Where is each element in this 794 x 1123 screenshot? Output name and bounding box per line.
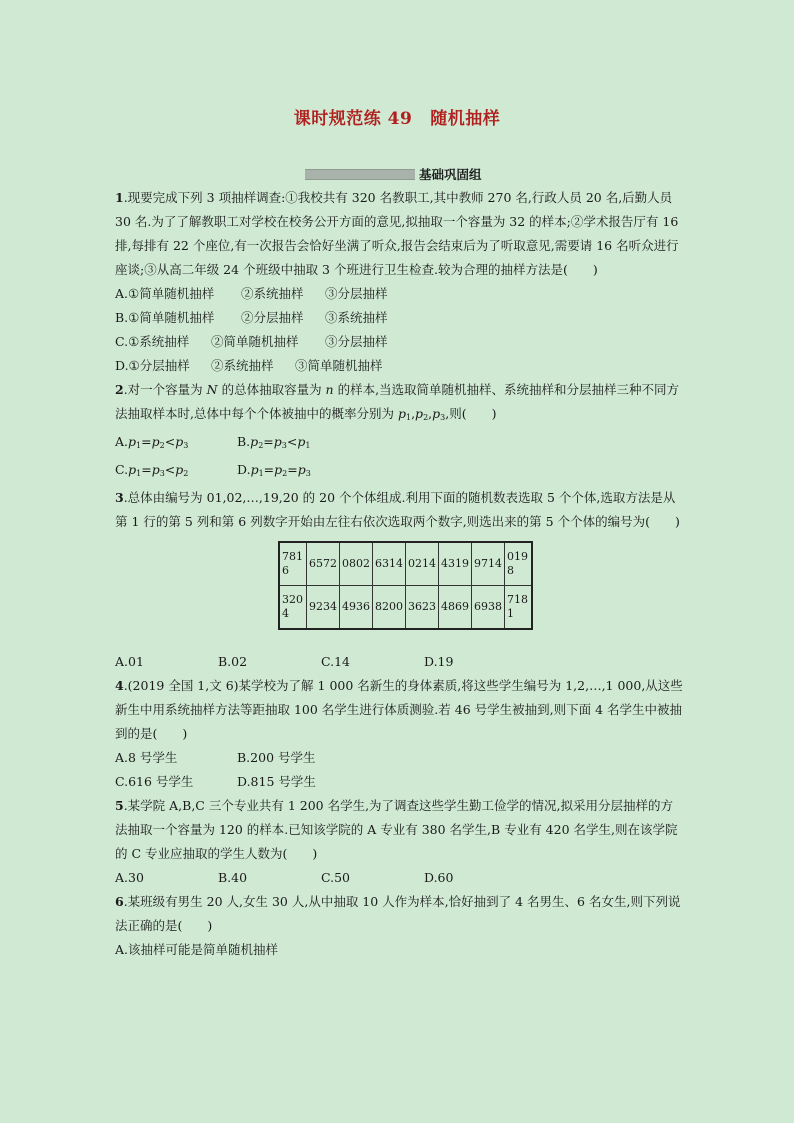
q1-option-b: B.①简单随机抽样 ②分层抽样 ③系统抽样 [115,310,388,325]
q6-option-a: A.该抽样可能是简单随机抽样 [115,942,279,957]
table-row: 7816 6572 0802 6314 0214 4319 9714 0198 [279,542,532,586]
q2-option-c: $C.p_1=p_3<p_2$ [115,462,189,478]
q1-option-c: C.①系统抽样 ②简单随机抽样 ③分层抽样 [115,334,388,349]
q2-options-row-2 [115,458,683,486]
section-header [305,165,482,183]
section-label: 基础巩固组 [419,167,482,182]
q2-options-row-1 [115,430,683,458]
q2-option-b: $B.p_2=p_3<p_1$ [237,434,311,450]
table-row: 3204 9234 4936 8200 3623 4869 6938 7181 [279,586,532,630]
q3-options: A.01 B.02 C.14 D.19 [115,654,454,669]
question-6: 6.某班级有男生 20 人,女生 30 人,从中抽取 10 人作为样本,恰好抽到了 4 名男生、6 名女生,则下列说法正确的是( ) [115,894,681,933]
title-main: 课时规范练 49 [293,109,413,129]
page-title [0,104,794,129]
q5-options: A.30 B.40 C.50 D.60 [115,870,454,885]
q2-option-a: $A.p_1=p_2<p_3$ [115,434,189,450]
section-bar [305,169,415,180]
title-sub: 随机抽样 [430,109,501,129]
question-5: 5.某学院 A,B,C 三个专业共有 1 200 名学生,为了调查这些学生勤工俭学的情况,拟采用分层抽样的方法抽取一个容量为 120 的样本.已知该学院的 A 专业有 380 名学生,B 专业有 420 名学生,则在该学院的 C 专业应抽取的学生人数为( ) [115,798,678,861]
question-1: 1.现要完成下列 3 项抽样调查:①我校共有 320 名教职工,其中教师 270 名,行政人员 20 名,后勤人员 30 名.为了了解教职工对学校在校务公开方面的意见,拟抽取一个容量为 32 的样本;②学术报告厅有 16 排,每排有 22 个座位,有一次报告会恰好坐满了听众,报告会结束后为了听取意见,需要请 16 名听众进行座谈;③从高二年级 24 个班级中抽取 3 个班进行卫生检查.较为合理的抽样方法是( ) [115,190,679,277]
question-2: 2.对一个容量为 N 的总体抽取容量为 n 的样本,当选取简单随机抽样、系统抽样和分层抽样三种不同方法抽取样本时,总体中每个个体被抽中的概率分别为 $p_1,p_2,p_3$,则( ) [115,382,680,422]
q4-options-row-1: A.8 号学生 B.200 号学生 [115,750,316,765]
q2-option-d: $D.p_1=p_2=p_3$ [237,462,311,478]
q4-options-row-2: C.616 号学生 D.815 号学生 [115,774,316,789]
q1-option-a: A.①简单随机抽样 ②系统抽样 ③分层抽样 [115,286,388,301]
q1-option-d: D.①分层抽样 ②系统抽样 ③简单随机抽样 [115,358,383,373]
questions [115,186,683,962]
random-number-table [278,541,533,630]
question-3: 3.总体由编号为 01,02,…,19,20 的 20 个个体组成.利用下面的随机数表选取 5 个个体,选取方法是从第 1 行的第 5 列和第 6 列数字开始由左往右依次选取两个数字,则选出来的第 5 个个体的编号为( ) [115,490,680,529]
question-4: 4.(2019 全国 1,文 6)某学校为了解 1 000 名新生的身体素质,将这些学生编号为 1,2,…,1 000,从这些新生中用系统抽样方法等距抽取 100 名学生进行体质测验.若 46 号学生被抽到,则下面 4 名学生中被抽到的是( ) [115,678,683,741]
